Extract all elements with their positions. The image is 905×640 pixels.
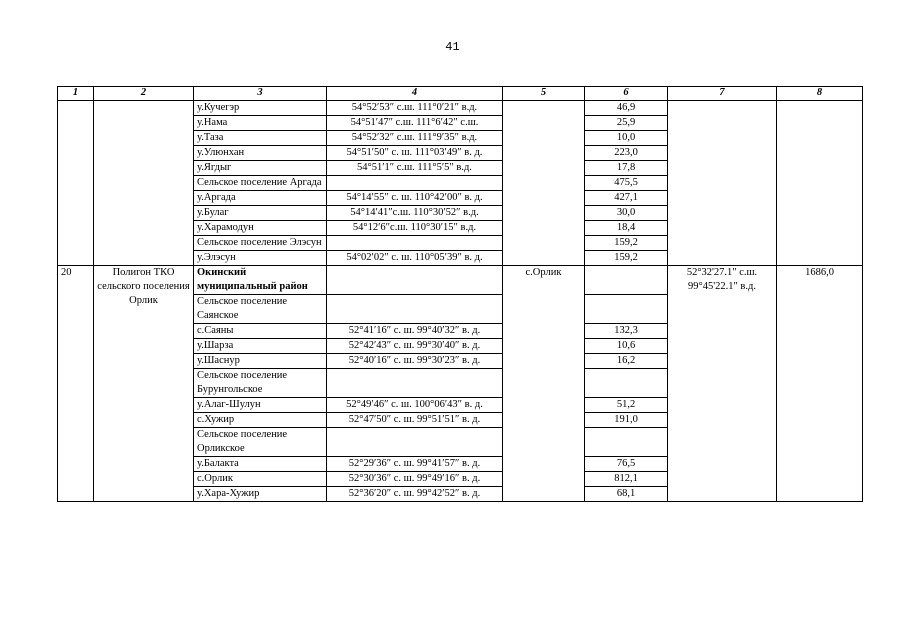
settlement-name: с.Саяны	[194, 324, 327, 339]
landfill-name: Полигон ТКО сельского поселения Орлик	[94, 266, 194, 502]
settlement-value	[585, 369, 668, 398]
header-cell: 8	[777, 87, 863, 101]
settlement-coordinates: 54°14′41″с.ш. 110°30′52″ в.д.	[327, 206, 503, 221]
settlement-name: у.Шарза	[194, 339, 327, 354]
settlement-name: у.Алаг-Шулун	[194, 398, 327, 413]
settlement-value: 10,6	[585, 339, 668, 354]
settlement-coordinates	[327, 428, 503, 457]
landfill-total: 1686,0	[777, 266, 863, 502]
settlement-name: у.Хара-Хужир	[194, 487, 327, 502]
table-row	[58, 101, 863, 116]
settlement-value	[585, 266, 668, 295]
header-cell: 3	[194, 87, 327, 101]
settlement-coordinates: 54°52′32″ с.ш. 111°9′35″ в.д.	[327, 131, 503, 146]
settlement-coordinates: 54°12′6″с.ш. 110°30′15″ в.д.	[327, 221, 503, 236]
object-cell-empty	[94, 101, 194, 266]
settlement-coordinates: 52°40′16″ с. ш. 99°30′23″ в. д.	[327, 354, 503, 369]
settlement-name: у.Шаснур	[194, 354, 327, 369]
table-row	[58, 266, 863, 295]
settlement-coordinates: 54°51′47″ с.ш. 111°6′42″ с.ш.	[327, 116, 503, 131]
page-number: 41	[445, 40, 460, 54]
settlement-name: у.Ягдыг	[194, 161, 327, 176]
settlement-coordinates: 54°51′1″ с.ш. 111°5′5″ в.д.	[327, 161, 503, 176]
settlement-value: 25,9	[585, 116, 668, 131]
settlement-value: 159,2	[585, 251, 668, 266]
settlement-name: с.Хужир	[194, 413, 327, 428]
settlement-value: 76,5	[585, 457, 668, 472]
settlements-table	[57, 86, 863, 502]
rural-settlement-name: Сельское поселение Саянское	[194, 295, 327, 324]
header-cell: 7	[668, 87, 777, 101]
settlement-coordinates: 54°02′02″ с. ш. 110°05′39″ в. д.	[327, 251, 503, 266]
settlement-name: у.Нама	[194, 116, 327, 131]
settlement-value: 10,0	[585, 131, 668, 146]
settlement-name: у.Кучегэр	[194, 101, 327, 116]
rural-settlement-name: Сельское поселение Аргада	[194, 176, 327, 191]
header-row	[58, 87, 863, 101]
settlement-coordinates	[327, 369, 503, 398]
settlement-value: 812,1	[585, 472, 668, 487]
header-cell: 1	[58, 87, 94, 101]
settlement-value: 191,0	[585, 413, 668, 428]
settlement-name: у.Аргада	[194, 191, 327, 206]
location-cell-empty	[668, 101, 777, 266]
settlement-coordinates: 52°41′16″ с. ш. 99°40′32″ в. д.	[327, 324, 503, 339]
place-cell-empty	[503, 101, 585, 266]
landfill-coordinates: 52°32'27.1" с.ш. 99°45'22.1" в.д.	[668, 266, 777, 502]
settlement-name: у.Балакта	[194, 457, 327, 472]
settlement-coordinates: 54°52′53″ с.ш. 111°0′21″ в.д.	[327, 101, 503, 116]
settlement-value: 223,0	[585, 146, 668, 161]
header-cell: 2	[94, 87, 194, 101]
settlement-name: у.Харамодун	[194, 221, 327, 236]
settlement-value: 159,2	[585, 236, 668, 251]
settlement-value: 132,3	[585, 324, 668, 339]
row-number: 20	[58, 266, 94, 502]
settlement-value	[585, 295, 668, 324]
rural-settlement-name: Сельское поселение Орликское	[194, 428, 327, 457]
settlement-value: 18,4	[585, 221, 668, 236]
number-cell-empty	[58, 101, 94, 266]
total-cell-empty	[777, 101, 863, 266]
settlement-coordinates: 52°42′43″ с. ш. 99°30′40″ в. д.	[327, 339, 503, 354]
settlement-value: 30,0	[585, 206, 668, 221]
settlement-coordinates	[327, 295, 503, 324]
settlement-value: 17,8	[585, 161, 668, 176]
rural-settlement-name: Сельское поселение Элэсун	[194, 236, 327, 251]
settlement-value: 46,9	[585, 101, 668, 116]
settlement-name: с.Орлик	[194, 472, 327, 487]
settlement-name: у.Таза	[194, 131, 327, 146]
header-cell: 6	[585, 87, 668, 101]
settlement-coordinates: 52°47′50″ с. ш. 99°51′51″ в. д.	[327, 413, 503, 428]
settlement-coordinates: 52°29′36″ с. ш. 99°41′57″ в. д.	[327, 457, 503, 472]
settlement-coordinates	[327, 176, 503, 191]
header-cell: 4	[327, 87, 503, 101]
settlement-coordinates: 54°51′50″ с. ш. 111°03′49″ в. д.	[327, 146, 503, 161]
settlement-name: у.Улюнхан	[194, 146, 327, 161]
district-name: Окинский муниципальный район	[194, 266, 327, 295]
settlement-coordinates: 54°14′55″ с. ш. 110°42′00″ в. д.	[327, 191, 503, 206]
rural-settlement-name: Сельское поселение Бурунгольское	[194, 369, 327, 398]
settlement-coordinates	[327, 266, 503, 295]
settlement-coordinates	[327, 236, 503, 251]
settlement-value: 475,5	[585, 176, 668, 191]
settlement-value: 427,1	[585, 191, 668, 206]
settlement-coordinates: 52°36′20″ с. ш. 99°42′52″ в. д.	[327, 487, 503, 502]
header-cell: 5	[503, 87, 585, 101]
landfill-place: с.Орлик	[503, 266, 585, 502]
settlement-value: 16,2	[585, 354, 668, 369]
settlement-value: 68,1	[585, 487, 668, 502]
settlement-name: у.Булаг	[194, 206, 327, 221]
settlement-value	[585, 428, 668, 457]
settlement-coordinates: 52°49′46″ с. ш. 100°06′43″ в. д.	[327, 398, 503, 413]
settlement-coordinates: 52°30′36″ с. ш. 99°49′16″ в. д.	[327, 472, 503, 487]
settlement-name: у.Элэсун	[194, 251, 327, 266]
settlement-value: 51,2	[585, 398, 668, 413]
